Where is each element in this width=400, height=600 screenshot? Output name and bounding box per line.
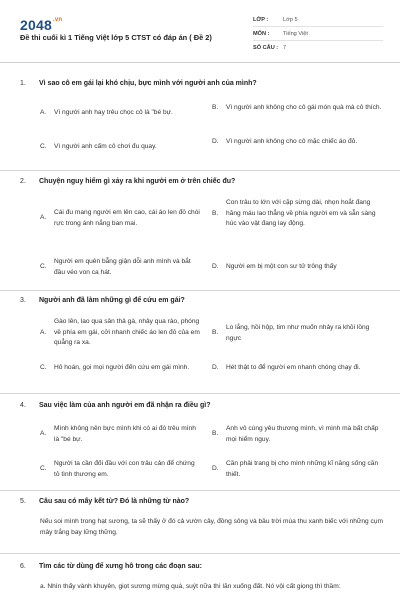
option-letter: B. bbox=[212, 104, 219, 111]
question-number: 5. bbox=[20, 498, 26, 505]
meta-row-class bbox=[253, 13, 383, 27]
question-4-option-a[interactable] bbox=[40, 424, 200, 445]
question-2-title bbox=[20, 178, 235, 185]
option-letter: D. bbox=[212, 465, 219, 473]
option-letter: B. bbox=[212, 209, 219, 217]
option-letter: A. bbox=[40, 109, 47, 116]
option-text: Mình không nên bực mình khi có ai đó trêu mình là "bé bự. bbox=[54, 425, 196, 443]
question-text: Chuyện nguy hiểm gì xảy ra khi người em ở trên chiếc đu? bbox=[39, 178, 236, 185]
option-text: Người ta cần đối đầu với con trâu cản để chứng tỏ tình thương em. bbox=[54, 460, 195, 478]
option-letter: D. bbox=[212, 364, 219, 371]
question-number: 3. bbox=[20, 297, 26, 304]
option-text: Anh vô cùng yêu thương mình, vì mình mà bất chấp mọi hiểm nguy. bbox=[226, 425, 379, 443]
meta-label: SỐ CÂU : bbox=[253, 44, 279, 51]
option-letter: B. bbox=[212, 329, 219, 337]
question-3-option-d[interactable] bbox=[212, 363, 384, 374]
question-text: Tìm các từ dùng để xưng hô trong các đoạn sau: bbox=[39, 563, 202, 570]
meta-label: MÔN : bbox=[253, 30, 270, 37]
option-text: Cái đu mang người em lên cao, cái áo len đỏ chói rực trong ánh nắng ban mai. bbox=[54, 209, 200, 227]
meta-label: LỚP : bbox=[253, 16, 269, 23]
question-2-option-c[interactable] bbox=[40, 257, 200, 278]
option-text: Vì người anh hay trêu chọc cô là "bé bự. bbox=[54, 109, 173, 116]
option-text: Gào lên, lao qua sân thả gà, nhảy qua rào, phóng về phía em gái, cởi nhanh chiếc áo len đỏ của em quẳng ra xa. bbox=[54, 318, 200, 346]
question-1-option-c[interactable] bbox=[40, 142, 200, 153]
option-text: Lo lắng, hồi hộp, tim như muốn nhảy ra khỏi lồng ngực bbox=[226, 324, 370, 342]
option-letter: C. bbox=[40, 465, 47, 473]
question-5-passage: Nếu soi mình trong hạt sương, ta sẽ thấy ở đó cả vườn cây, đồng sông và bầu trời mùa thu xanh biếc với những cụm mây trắng bay lững thững. bbox=[40, 518, 383, 536]
question-2-option-a[interactable] bbox=[40, 208, 200, 229]
option-letter: A. bbox=[40, 430, 47, 438]
question-1-option-d[interactable] bbox=[212, 137, 384, 148]
logo-suffix-text: .vn bbox=[52, 17, 63, 23]
option-text: Cần phải trang bị cho mình những kĩ năng sống cần thiết. bbox=[226, 460, 379, 478]
option-text: Vì người anh không cho cô mặc chiếc áo đỏ. bbox=[226, 138, 358, 145]
document-header bbox=[0, 0, 400, 63]
option-text: Vì người anh cấm cô chơi đu quay. bbox=[54, 143, 157, 150]
meta-row-count bbox=[253, 41, 383, 54]
meta-value: Tiếng Việt bbox=[283, 30, 308, 37]
question-number: 4. bbox=[20, 402, 26, 409]
option-text: Hô hoán, gọi mọi người đến cứu em gái mình. bbox=[54, 364, 190, 371]
document-meta bbox=[253, 13, 383, 54]
question-3-title bbox=[20, 297, 185, 304]
question-text: Người anh đã làm những gì để cứu em gái? bbox=[39, 297, 185, 304]
divider bbox=[0, 290, 400, 291]
question-4-option-b[interactable] bbox=[212, 424, 384, 445]
question-4-option-c[interactable] bbox=[40, 459, 200, 480]
question-6-passage: a. Nhìn thấy vành khuyên, giọt sương mừng quá, suýt nữa thì lăn xuống đất. Nó vội cất giọng thì thầm: bbox=[40, 583, 341, 590]
question-3-option-a[interactable] bbox=[40, 317, 200, 349]
question-text: Câu sau có mấy kết từ? Đó là những từ nào? bbox=[39, 498, 190, 505]
question-text: Vì sao cô em gái lại khó chịu, bực mình với người anh của mình? bbox=[39, 80, 257, 87]
question-1-title bbox=[20, 80, 257, 87]
option-text: Vì người anh không cho cô gái món quà mà cô thích. bbox=[226, 104, 382, 111]
meta-row-subject bbox=[253, 27, 383, 41]
option-letter: D. bbox=[212, 263, 219, 270]
divider bbox=[0, 170, 400, 171]
logo-main-text: 2048 bbox=[20, 17, 52, 33]
question-5-title bbox=[20, 498, 189, 505]
option-text: Hét thật to để người em nhanh chóng chạy đi. bbox=[226, 364, 361, 371]
option-letter: B. bbox=[212, 430, 219, 438]
option-text: Người em quên bẵng giận dỗi anh mình và bắt đầu véo von ca hát. bbox=[54, 258, 191, 276]
question-2-option-d[interactable] bbox=[212, 262, 384, 273]
question-text: Sau việc làm của anh người em đã nhận ra điều gì? bbox=[39, 402, 211, 409]
option-letter: A. bbox=[40, 214, 47, 222]
divider bbox=[0, 553, 400, 554]
question-1-option-a[interactable] bbox=[40, 108, 200, 119]
question-3-option-b[interactable] bbox=[212, 323, 384, 344]
question-number: 2. bbox=[20, 178, 26, 185]
question-6-title bbox=[20, 563, 202, 570]
divider bbox=[0, 393, 400, 394]
question-3-option-c[interactable] bbox=[40, 363, 200, 374]
question-1-option-b[interactable] bbox=[212, 103, 384, 114]
question-number: 6. bbox=[20, 563, 26, 570]
option-letter: C. bbox=[40, 263, 47, 271]
option-letter: A. bbox=[40, 328, 47, 336]
meta-value: 7 bbox=[283, 44, 287, 51]
option-letter: C. bbox=[40, 143, 47, 150]
option-text: Con trâu to lớn với cặp sừng dài, nhọn hoắt đang hăng máu lao thẳng về phía người em và sẵn sàng húc vào vật đang lay động. bbox=[226, 199, 376, 227]
meta-value: Lớp 5 bbox=[283, 16, 298, 23]
question-4-title bbox=[20, 402, 210, 409]
divider bbox=[0, 490, 400, 491]
question-2-option-b[interactable] bbox=[212, 198, 384, 230]
site-logo[interactable] bbox=[20, 17, 62, 33]
document-title: Đề thi cuối kì 1 Tiếng Việt lớp 5 CTST có đáp án ( Đề 2) bbox=[20, 33, 212, 42]
option-text: Người em bị một con sư tử trông thấy bbox=[226, 263, 337, 270]
question-number: 1. bbox=[20, 80, 26, 87]
question-4-option-d[interactable] bbox=[212, 459, 384, 480]
option-letter: D. bbox=[212, 138, 219, 145]
option-letter: C. bbox=[40, 364, 47, 371]
